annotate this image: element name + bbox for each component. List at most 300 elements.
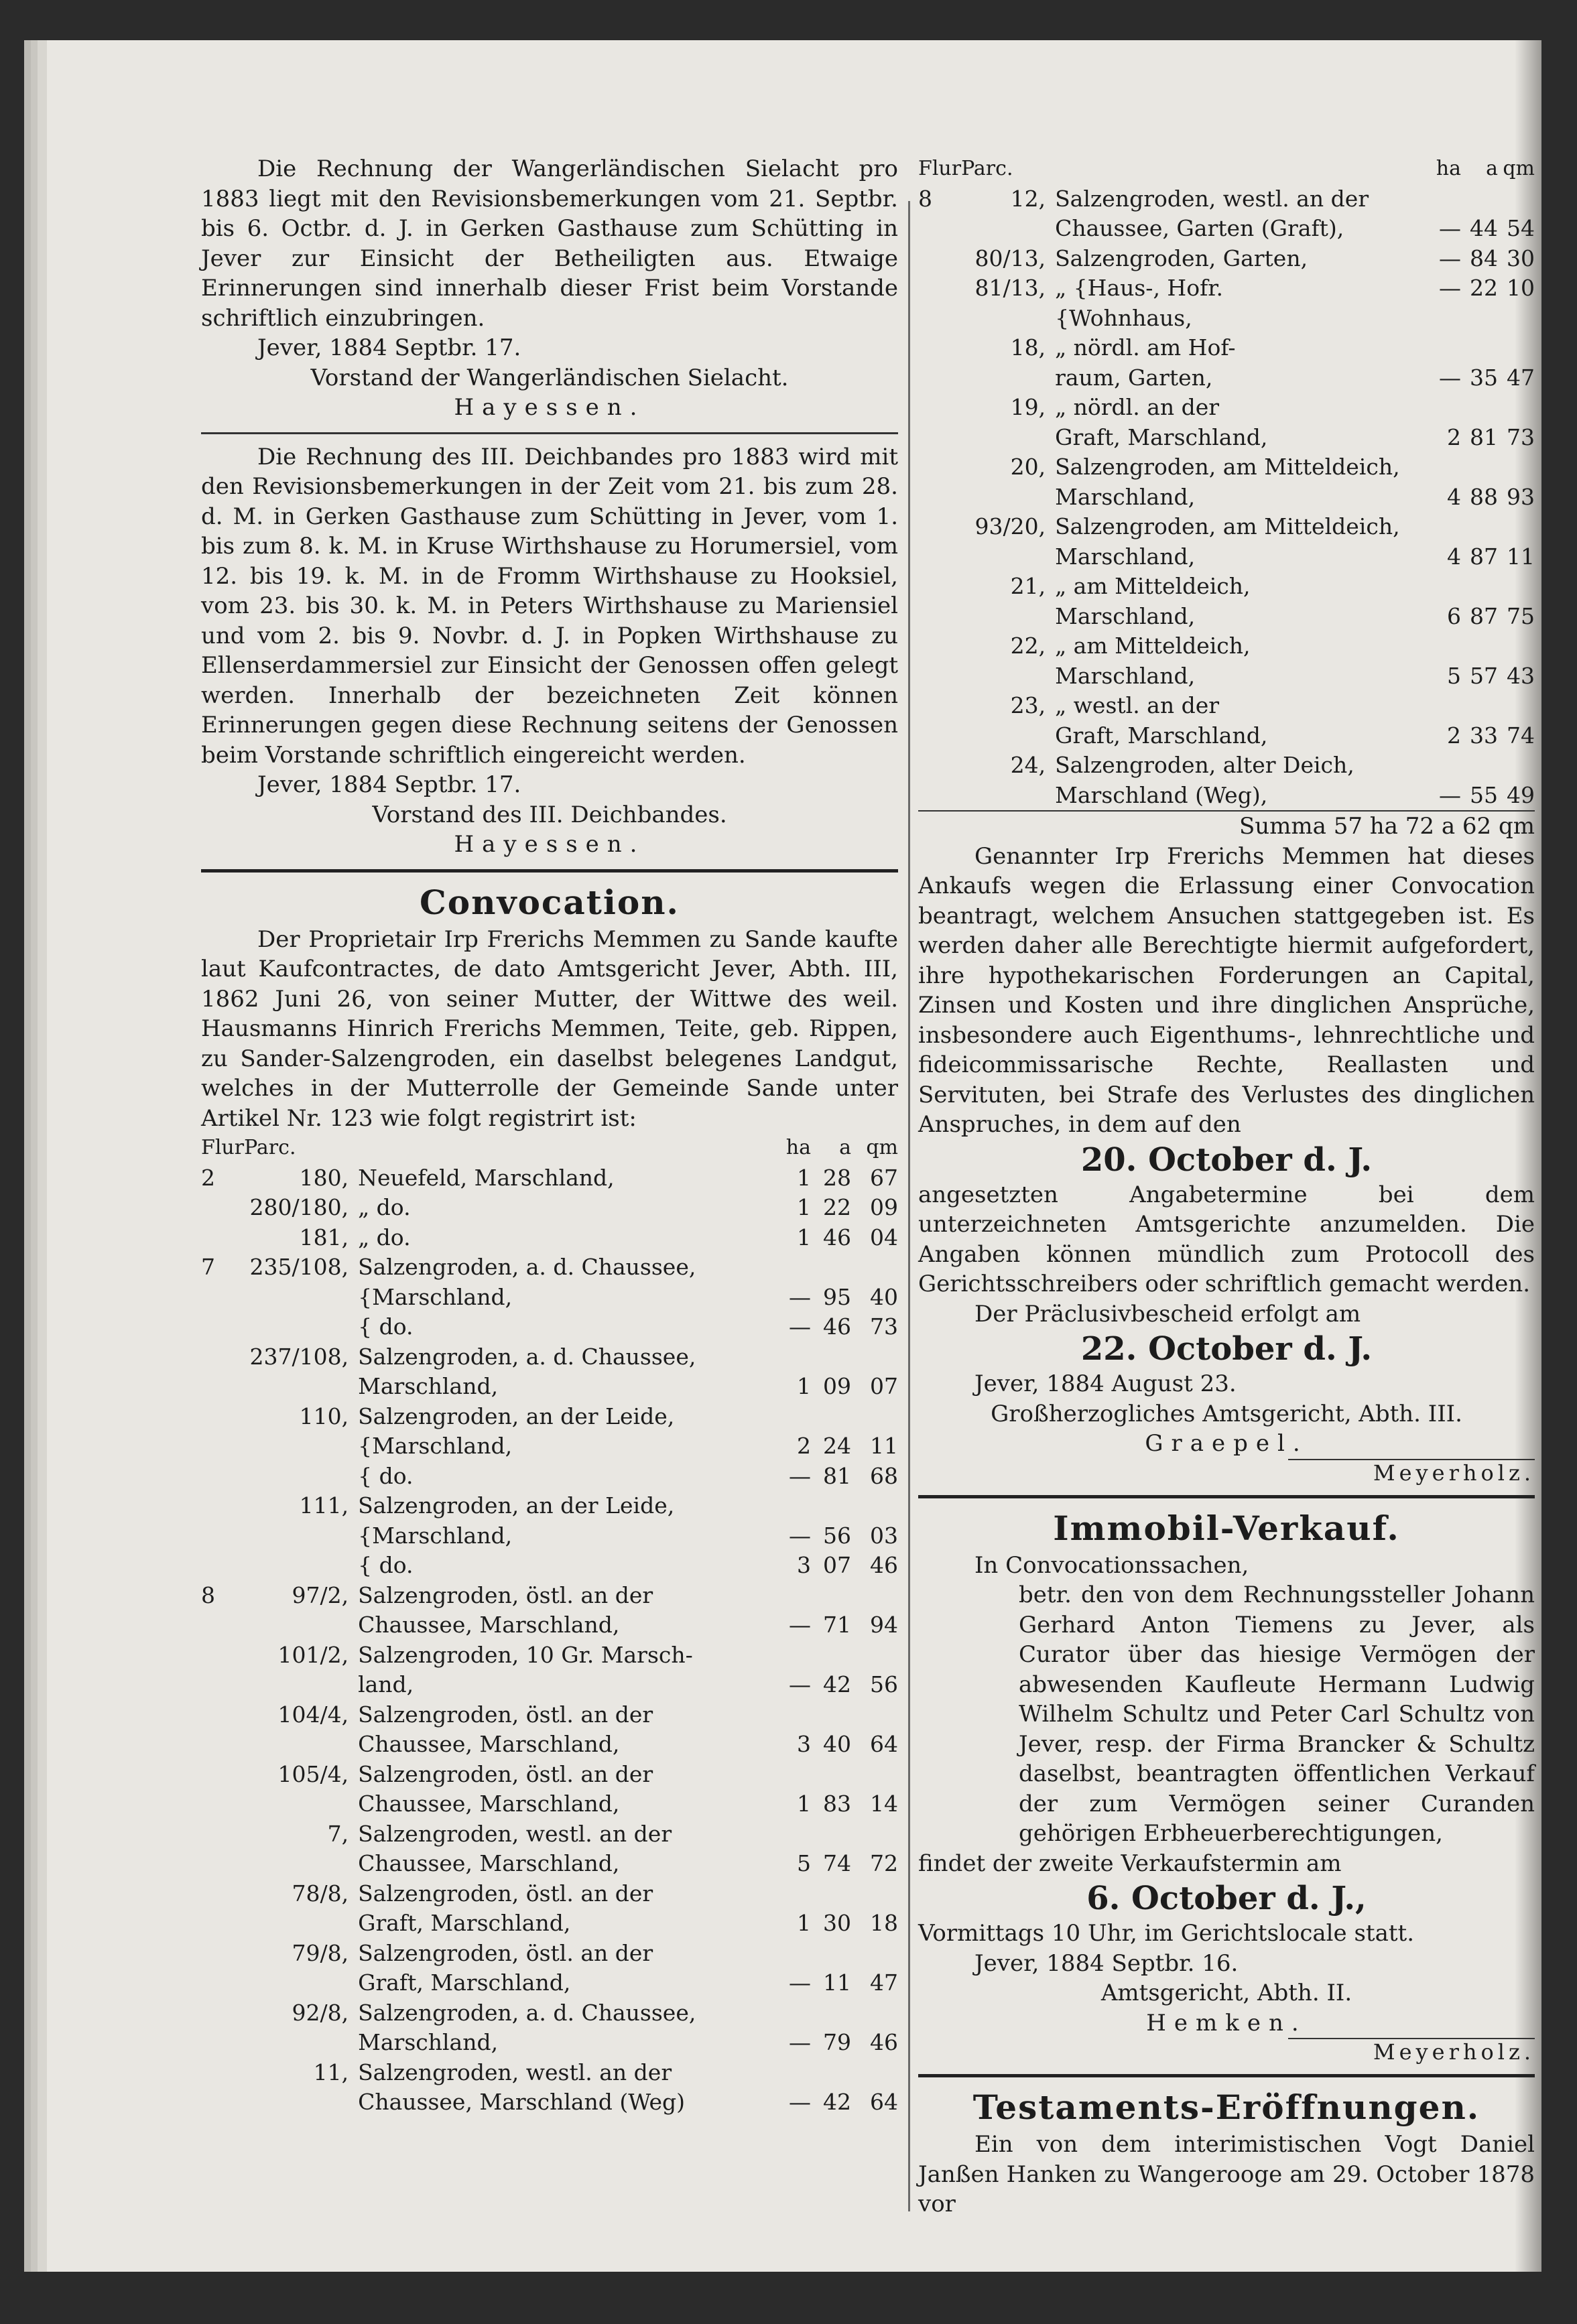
qm-cell: 43 — [1507, 662, 1535, 689]
notice-board: Vorstand des III. Deichbandes. — [372, 801, 727, 828]
parcel-cell: 235/108, — [249, 1254, 349, 1280]
ha-cell — [784, 1640, 811, 1671]
description-cell: Salzengroden, a. d. Chaussee, — [358, 1999, 696, 2026]
qm-cell — [1498, 691, 1535, 721]
parcel-cell — [244, 1372, 358, 1402]
table-row — [918, 184, 1535, 214]
a-cell: 79 — [823, 2029, 851, 2055]
qm-cell: 18 — [870, 1910, 898, 1936]
description-cell: Salzengroden, Garten, — [1055, 245, 1308, 271]
convocation-body: Der Proprietair Irp Frerichs Memmen zu Sande kaufte laut Kaufcontractes, de dato Amtsgericht Jever, Abth. III, 1862 Juni 26, von seiner Mutter, der Wittwe des weil. Hausmanns Hinrich Frerichs Memmen, Teite, geb. Rippen, zu Sander-Salzengroden, ein daselbst belegenes Landgut, welches in der Mutterrolle der Gemeinde Sande unter Artikel Nr. 123 wie folgt registrirt ist: — [201, 925, 898, 1132]
description-cell: Salzengroden, a. d. Chaussee, — [358, 1254, 696, 1280]
qm-cell: 72 — [870, 1850, 898, 1876]
qm-cell: 11 — [1507, 543, 1535, 570]
table-row — [201, 1431, 898, 1462]
ha-cell — [784, 2058, 811, 2088]
a-cell — [1461, 631, 1498, 661]
parcel-cell: 18, — [1010, 334, 1046, 361]
right-column — [918, 154, 1535, 2219]
table-row — [201, 1879, 898, 1909]
table-row — [201, 1789, 898, 1819]
a-cell: 71 — [823, 1612, 851, 1638]
notice-board: Vorstand der Wangerländischen Sielacht. — [310, 364, 789, 391]
qm-cell — [851, 2058, 898, 2088]
table-row — [918, 214, 1535, 244]
table-row — [201, 1372, 898, 1402]
flur-cell — [201, 1551, 244, 1581]
section-divider — [201, 869, 898, 873]
parcel-cell: 81/13, — [974, 275, 1046, 301]
flur-cell — [918, 631, 961, 661]
description-cell: {Wohnhaus, — [1055, 304, 1192, 331]
flur-cell — [201, 1372, 244, 1402]
qm-cell: 93 — [1507, 483, 1535, 510]
a-cell — [811, 1760, 851, 1790]
description-cell: Salzengroden, östl. an der — [358, 1581, 653, 1608]
qm-cell: 11 — [870, 1433, 898, 1459]
flur-cell — [201, 1909, 244, 1939]
flur-cell: 8 — [918, 185, 932, 212]
col-header: Parc. — [244, 1136, 296, 1159]
ha-cell — [1434, 751, 1461, 781]
a-cell: 28 — [823, 1164, 851, 1191]
parcel-cell — [244, 1909, 358, 1939]
a-cell — [1461, 512, 1498, 542]
place-date: Jever, 1884 Septbr. 16. — [974, 1949, 1239, 1977]
a-cell: 56 — [823, 1522, 851, 1549]
table-row — [201, 1521, 898, 1551]
flur-cell — [918, 423, 961, 453]
col-header: ha — [785, 1136, 811, 1159]
description-cell: Salzengroden, östl. an der — [358, 1760, 653, 1787]
parcel-cell: 237/108, — [249, 1343, 349, 1370]
flur-cell — [201, 1849, 244, 1879]
flur-cell — [918, 721, 961, 751]
parcel-cell: 21, — [1010, 573, 1046, 599]
table-row — [201, 1491, 898, 1521]
flur-cell — [201, 1640, 244, 1671]
flur-cell — [201, 1283, 244, 1313]
parcel-cell — [244, 1610, 358, 1640]
description-cell: raum, Garten, — [1055, 364, 1213, 391]
ha-cell: — — [789, 1970, 811, 1996]
description-cell: Salzengroden, 10 Gr. Marsch- — [358, 1641, 693, 1668]
flur-cell — [201, 1760, 244, 1790]
parcel-cell: 78/8, — [292, 1880, 349, 1907]
notice-signature: Hayessen. — [454, 831, 645, 858]
qm-cell — [1498, 631, 1535, 661]
flur-cell — [201, 1521, 244, 1551]
table-row — [918, 333, 1535, 363]
a-cell: 46 — [823, 1224, 851, 1250]
flur-cell — [201, 1998, 244, 2028]
flur-cell — [918, 542, 961, 572]
flur-cell — [918, 602, 961, 632]
table-row — [918, 482, 1535, 513]
table-row — [201, 1998, 898, 2028]
convocation-instructions: angesetzten Angabetermine bei dem unterzeichneten Amtsgerichte anzumelden. Die Angaben können mündlich zum Protocoll des Gerichtsschreibers oder schriftlich gemacht werden. — [918, 1181, 1535, 1297]
ha-cell: 1 — [797, 1910, 811, 1936]
table-row — [918, 602, 1535, 632]
table-row — [201, 1968, 898, 1998]
flur-cell — [201, 1819, 244, 1850]
ha-cell — [784, 1700, 811, 1730]
ha-cell: 3 — [797, 1552, 811, 1578]
table-row — [201, 1551, 898, 1581]
a-cell: 11 — [823, 1970, 851, 1996]
a-cell — [811, 1998, 851, 2028]
a-cell: 81 — [823, 1462, 851, 1489]
ha-cell — [1434, 512, 1461, 542]
parcel-cell — [244, 1431, 358, 1462]
left-column — [201, 154, 898, 2118]
ha-cell: 2 — [1447, 424, 1461, 450]
qm-cell — [851, 1342, 898, 1372]
description-cell: { do. — [358, 1313, 414, 1340]
table-row — [201, 1909, 898, 1939]
col-header: qm — [866, 1136, 898, 1159]
parcel-cell — [244, 1312, 358, 1342]
ha-cell — [1434, 393, 1461, 423]
description-cell: Graft, Marschland, — [358, 1910, 571, 1936]
a-cell: 46 — [823, 1313, 851, 1340]
description-cell: Salzengroden, am Mitteldeich, — [1055, 454, 1400, 480]
description-cell: { do. — [358, 1462, 414, 1489]
flur-cell — [201, 2087, 244, 2118]
qm-cell: 64 — [870, 2089, 898, 2115]
table-row — [201, 1730, 898, 1760]
qm-cell: 73 — [870, 1313, 898, 1340]
table-row — [201, 1312, 898, 1342]
table-row — [918, 423, 1535, 453]
description-cell: „ do. — [358, 1224, 411, 1250]
qm-cell — [1498, 393, 1535, 423]
description-cell: Marschland, — [358, 1373, 499, 1399]
ha-cell — [784, 1252, 811, 1283]
notice-body: Die Rechnung des III. Deichbandes pro 1883 wird mit den Revisionsbemerkungen in der Zeit vom 21. bis zum 28. d. M. in Gerken Gasthause zum Schütting in Jever, vom 1. bis zum 8. k. M. in Kruse Wirthshause zu Horumersiel, vom 12. bis 19. k. M. in de Fromm Wirthshause zu Hooksiel, vom 23. bis 30. k. M. in Peters Wirthshause zu Mariensiel und vom 2. bis 9. Novbr. d. J. in Popken Wirthshause zu Ellenserdammersiel zur Einsicht der Genossen offen gelegt werden. Innerhalb der bezeichneten Zeit können Erinnerungen gegen diese Rechnung seitens der Genossen beim Vorstande schriftlich eingereicht werden. — [201, 443, 898, 769]
a-cell — [1461, 393, 1498, 423]
col-header: Flur — [918, 157, 962, 180]
ha-cell — [784, 1939, 811, 1969]
qm-cell — [1498, 184, 1535, 214]
qm-cell — [851, 1998, 898, 2028]
parcel-cell: 80/13, — [974, 245, 1046, 271]
col-header: qm — [1503, 157, 1535, 180]
qm-cell: 09 — [870, 1194, 898, 1220]
flur-cell — [201, 1491, 244, 1521]
judge-signature: Graepel. — [1145, 1430, 1308, 1457]
ha-cell: — — [789, 1522, 811, 1549]
flur-cell — [918, 691, 961, 721]
clerk-signature: Meyerholz. — [1288, 1459, 1535, 1486]
parcel-cell: 110, — [299, 1403, 349, 1429]
a-cell — [1461, 691, 1498, 721]
flur-cell — [201, 1223, 244, 1253]
flur-cell — [201, 1879, 244, 1909]
a-cell — [811, 1342, 851, 1372]
flur-cell — [201, 1939, 244, 1969]
parcel-cell: 101/2, — [277, 1641, 349, 1668]
parcel-cell — [244, 1521, 358, 1551]
ha-cell: — — [789, 2089, 811, 2115]
table-row — [918, 512, 1535, 542]
col-header: a — [839, 1136, 851, 1159]
qm-cell — [851, 1939, 898, 1969]
ha-cell: 1 — [797, 1224, 811, 1250]
table-row — [201, 1610, 898, 1640]
parcel-cell: 180, — [299, 1164, 349, 1191]
description-cell: Neuefeld, Marschland, — [358, 1164, 615, 1191]
table-row — [918, 542, 1535, 572]
description-cell: Salzengroden, östl. an der — [358, 1880, 653, 1907]
description-cell: Marschland, — [1055, 483, 1196, 510]
a-cell: 84 — [1470, 245, 1498, 271]
notice-sielacht — [201, 154, 898, 423]
table-row — [918, 363, 1535, 393]
a-cell — [811, 1819, 851, 1850]
flur-cell: 8 — [201, 1581, 215, 1608]
qm-cell: 03 — [870, 1522, 898, 1549]
table-row — [201, 1640, 898, 1671]
ha-cell: 1 — [797, 1194, 811, 1220]
flur-cell — [918, 751, 961, 781]
parcel-cell — [961, 423, 1055, 453]
qm-cell — [851, 1640, 898, 1671]
ha-cell: — — [1439, 245, 1461, 271]
description-cell: Salzengroden, westl. an der — [358, 1820, 672, 1847]
flur-cell — [918, 572, 961, 602]
description-cell: Marschland, — [358, 2029, 499, 2055]
parcel-cell: 22, — [1010, 633, 1046, 659]
table-row — [201, 1581, 898, 1611]
flur-cell — [201, 1462, 244, 1492]
notice-deichband — [201, 442, 898, 860]
a-cell: 35 — [1470, 364, 1498, 391]
parcel-cell — [244, 1283, 358, 1313]
description-cell: Marschland (Weg), — [1055, 781, 1268, 808]
qm-cell: 46 — [870, 1552, 898, 1578]
a-cell: 07 — [823, 1552, 851, 1578]
description-cell: Marschland, — [1055, 662, 1196, 689]
testament-body: Ein von dem interimistischen Vogt Daniel Janßen Hanken zu Wangerooge am 29. October 1878 vor — [918, 2131, 1535, 2217]
a-cell: 74 — [823, 1850, 851, 1876]
ha-cell — [1434, 452, 1461, 482]
ha-cell: 4 — [1447, 483, 1461, 510]
table-row — [918, 393, 1535, 423]
column-divider — [908, 201, 910, 2211]
parcel-cell: 105/4, — [277, 1760, 349, 1787]
qm-cell — [851, 1819, 898, 1850]
qm-cell: 74 — [1507, 722, 1535, 749]
place-date: Jever, 1884 August 23. — [974, 1370, 1237, 1397]
a-cell: 88 — [1470, 483, 1498, 510]
a-cell: 33 — [1470, 722, 1498, 749]
parcel-cell: 104/4, — [277, 1701, 349, 1728]
a-cell — [811, 1700, 851, 1730]
col-header: Flur — [201, 1136, 245, 1159]
table-row — [918, 572, 1535, 602]
immobil-verkauf-notice — [918, 1506, 1535, 2065]
table-row — [201, 1670, 898, 1700]
table-row — [918, 244, 1535, 274]
parcel-cell: 24, — [1010, 752, 1046, 778]
a-cell: 40 — [823, 1731, 851, 1757]
table-row — [918, 273, 1535, 304]
flur-cell — [918, 482, 961, 513]
a-cell — [811, 1640, 851, 1671]
parcel-cell: 79/8, — [292, 1939, 349, 1966]
parcel-cell — [244, 1968, 358, 1998]
flur-cell — [201, 1610, 244, 1640]
flur-cell — [918, 452, 961, 482]
qm-cell: 56 — [870, 1671, 898, 1697]
flur-cell — [918, 244, 961, 274]
parcel-cell — [961, 781, 1055, 811]
preclusion-date: 22. October d. J. — [1080, 1330, 1373, 1368]
description-cell: Graft, Marschland, — [358, 1970, 571, 1996]
qm-cell: 75 — [1507, 602, 1535, 629]
col-header: Parc. — [961, 157, 1013, 180]
parcel-cell — [961, 721, 1055, 751]
flur-cell — [201, 2058, 244, 2088]
a-cell: 24 — [823, 1433, 851, 1459]
ha-cell: — — [1439, 781, 1461, 808]
parcel-cell — [244, 1789, 358, 1819]
parcel-cell: 19, — [1010, 394, 1046, 420]
table-row — [201, 1223, 898, 1253]
flur-cell — [918, 393, 961, 423]
flur-cell — [201, 1968, 244, 1998]
court-name: Amtsgericht, Abth. II. — [1100, 1980, 1352, 2006]
flur-cell: 2 — [201, 1164, 215, 1191]
qm-cell: 10 — [1507, 275, 1535, 301]
qm-cell: 49 — [1507, 781, 1535, 808]
flur-cell — [918, 661, 961, 692]
a-cell — [1461, 452, 1498, 482]
notice-signature: Hayessen. — [454, 394, 645, 421]
qm-cell: 40 — [870, 1283, 898, 1310]
judge-signature: Hemken. — [1146, 2009, 1307, 2037]
ha-cell — [784, 1998, 811, 2028]
table-row — [201, 1700, 898, 1730]
flur-cell — [201, 1312, 244, 1342]
parcel-cell: 12, — [1010, 185, 1046, 212]
notice-date: Jever, 1884 Septbr. 17. — [257, 334, 521, 361]
parcel-cell — [244, 1670, 358, 1700]
a-cell — [811, 1879, 851, 1909]
description-cell: Salzengroden, östl. an der — [358, 1701, 653, 1728]
description-cell: Salzengroden, an der Leide, — [358, 1403, 675, 1429]
section-divider — [918, 2074, 1535, 2077]
parcel-cell — [961, 363, 1055, 393]
table-row — [201, 1939, 898, 1969]
col-header: a — [1486, 157, 1498, 180]
convocation-title: Convocation. — [420, 882, 680, 922]
a-cell: 42 — [823, 2089, 851, 2115]
deadline-date: 20. October d. J. — [1080, 1141, 1373, 1179]
flur-cell — [201, 1730, 244, 1760]
qm-cell — [851, 1252, 898, 1283]
court-name: Großherzogliches Amtsgericht, Abth. III. — [991, 1400, 1462, 1427]
description-cell: Salzengroden, östl. an der — [358, 1939, 653, 1966]
a-cell — [1461, 184, 1498, 214]
qm-cell — [851, 1879, 898, 1909]
a-cell — [1461, 304, 1498, 334]
section-divider — [918, 1495, 1535, 1498]
table-row — [201, 1252, 898, 1283]
ha-cell: 1 — [797, 1791, 811, 1817]
parcel-table-right — [918, 154, 1535, 810]
flur-cell — [918, 333, 961, 363]
testament-notice — [918, 2085, 1535, 2219]
table-row — [918, 631, 1535, 661]
description-cell: Salzengroden, alter Deich, — [1055, 752, 1354, 778]
a-cell: 87 — [1470, 543, 1498, 570]
parcel-cell — [961, 542, 1055, 572]
parcel-rows — [201, 1163, 898, 2118]
parcel-cell: 280/180, — [249, 1194, 349, 1220]
qm-cell: 68 — [870, 1462, 898, 1489]
notice-body: Die Rechnung der Wangerländischen Sielacht pro 1883 liegt mit den Revisionsbemerkungen vom 21. Septbr. bis 6. Octbr. d. J. in Gerken Gasthause zum Schütting in Jever zur Einsicht der Betheiligten aus. Etwaige Erinnerungen sind innerhalb dieser Frist beim Vorstande schriftlich einzubringen. — [201, 155, 898, 332]
qm-cell: 30 — [1507, 245, 1535, 271]
description-cell: Salzengroden, a. d. Chaussee, — [358, 1343, 696, 1370]
qm-cell: 73 — [1507, 424, 1535, 450]
description-cell: Salzengroden, am Mitteldeich, — [1055, 513, 1400, 539]
table-row — [918, 751, 1535, 781]
parcel-cell — [961, 602, 1055, 632]
a-cell: 22 — [823, 1194, 851, 1220]
a-cell — [811, 2058, 851, 2088]
qm-cell: 04 — [870, 1224, 898, 1250]
flur-cell — [918, 781, 961, 811]
qm-cell — [1498, 512, 1535, 542]
table-row — [918, 691, 1535, 721]
ha-cell: — — [789, 1462, 811, 1489]
ha-cell: 2 — [797, 1433, 811, 1459]
immobil-title: Immobil-Verkauf. — [1053, 1508, 1400, 1548]
convocation-body-continued: Genannter Irp Frerichs Memmen hat dieses Ankaufs wegen die Erlassung einer Convocation beantragt, welchem Ansuchen stattgegeben ist. Es werden daher alle Berechtigte hiermit aufgefordert, ihre hypothekarischen Forderungen an Capital, Zinsen und Kosten und ihre dinglichen Ansprüche, insbesondere auch Eigenthums-, lehnrechtliche und fideicommissarische Rechte, Reallasten und Servituten, bei Strafe des Verlustes des dinglichen Anspruches, in dem auf den — [918, 842, 1535, 1138]
description-cell: Graft, Marschland, — [1055, 424, 1268, 450]
table-row — [918, 721, 1535, 751]
description-cell: „ am Mitteldeich, — [1055, 633, 1251, 659]
qm-cell — [1498, 333, 1535, 363]
description-cell: „ {Haus-, Hofr. — [1055, 275, 1223, 301]
table-row — [201, 1283, 898, 1313]
qm-cell: 07 — [870, 1373, 898, 1399]
description-cell: „ nördl. am Hof- — [1055, 334, 1236, 361]
parcel-cell — [244, 1462, 358, 1492]
description-cell: Chaussee, Marschland, — [358, 1791, 620, 1817]
parcel-cell — [244, 1849, 358, 1879]
ha-cell: — — [789, 1612, 811, 1638]
ha-cell: 6 — [1447, 602, 1461, 629]
a-cell — [811, 1491, 851, 1521]
parcel-cell: 111, — [299, 1492, 349, 1519]
table-row — [918, 304, 1535, 334]
ha-cell — [784, 1402, 811, 1432]
table-row — [201, 1193, 898, 1223]
a-cell: 30 — [823, 1910, 851, 1936]
qm-cell: 54 — [1507, 215, 1535, 241]
immobil-date: 6. October d. J., — [1086, 1880, 1367, 1917]
flur-cell — [918, 363, 961, 393]
description-cell: { do. — [358, 1552, 414, 1578]
table-row — [201, 1819, 898, 1850]
a-cell — [1461, 572, 1498, 602]
ha-cell — [784, 1879, 811, 1909]
a-cell — [811, 1402, 851, 1432]
qm-cell: 47 — [1507, 364, 1535, 391]
